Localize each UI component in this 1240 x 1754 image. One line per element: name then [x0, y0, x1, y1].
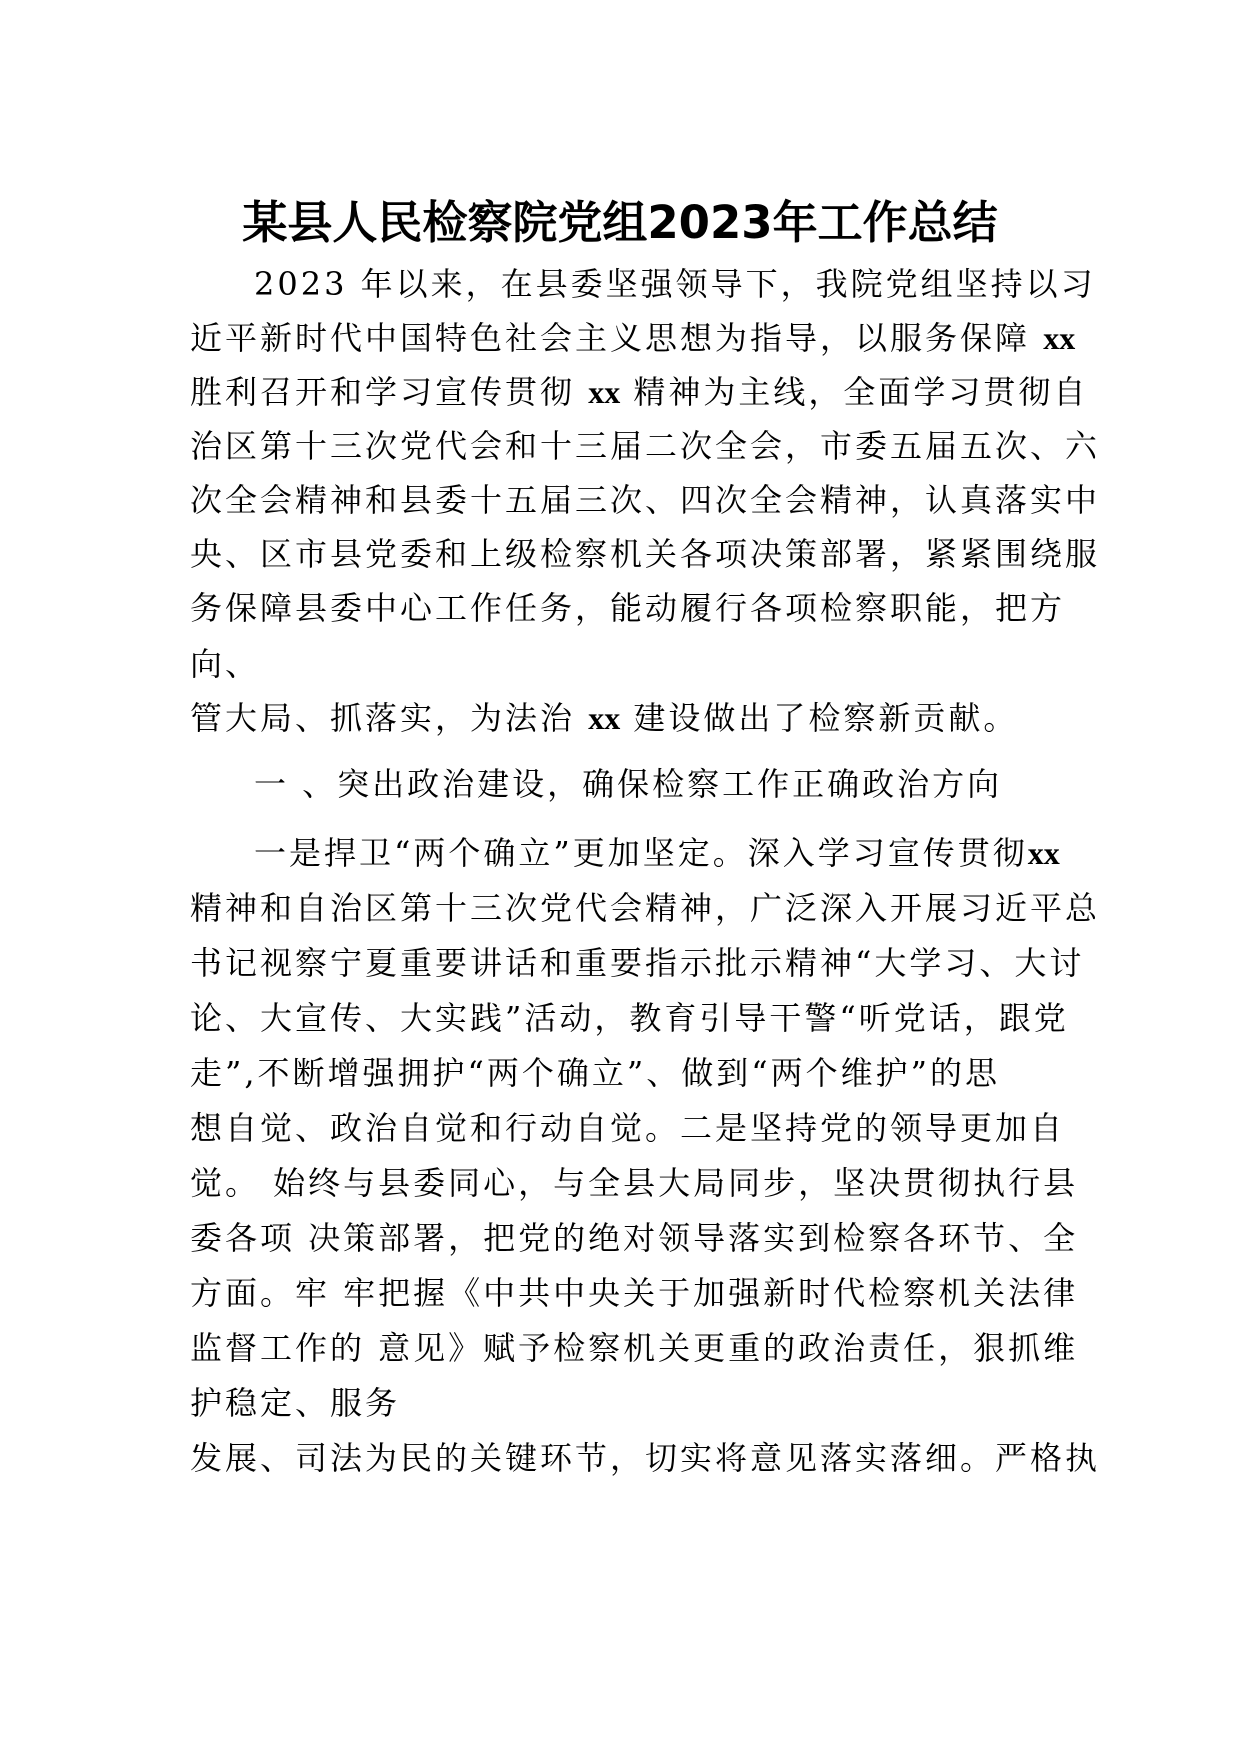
text-segment: 管大局、抓落实，为法治 [190, 699, 589, 737]
paragraph-2-line-4: 论、大宣传、大实践”活动，教育引导干警“听党话，跟党 [190, 999, 1069, 1037]
placeholder-xx: xx [588, 374, 621, 410]
paragraph-2-line-5: 走”,不断增强拥护“两个确立”、做到“两个维护”的思 [190, 1054, 1000, 1092]
paragraph-2-line-1 [254, 831, 1060, 875]
paragraph-1-line-5: 次全会精神和县委十五届三次、四次全会精神，认真落实中 [190, 481, 1101, 519]
paragraph-2-line-11: 护稳定、服务 [190, 1384, 401, 1422]
paragraph-1-line-1: 2023 年以来，在县委坚强领导下，我院党组坚持以习 [254, 265, 1096, 303]
section-heading-1: 一 、突出政治建设，确保检察工作正确政治方向 [254, 765, 1003, 803]
text-segment: 一是捍卫“两个确立”更加坚定。深入学习宣传贯彻 [254, 834, 1028, 872]
paragraph-1-line-3 [190, 370, 1088, 414]
paragraph-2-line-10: 监督工作的 意见》赋予检察机关更重的政治责任，狠抓维 [190, 1329, 1079, 1367]
paragraph-1-line-2 [190, 316, 1075, 360]
paragraph-1-line-8: 向、 [190, 645, 261, 683]
paragraph-2-line-3: 书记视察宁夏重要讲话和重要指示批示精神“大学习、大讨 [190, 944, 1085, 982]
paragraph-1-line-6: 央、区市县党委和上级检察机关各项决策部署，紧紧围绕服 [190, 535, 1101, 573]
text-segment: 建设做出了检察新贡献。 [620, 699, 1019, 737]
placeholder-xx: xx [588, 700, 621, 736]
paragraph-2-line-2: 精神和自治区第十三次党代会精神，广泛深入开展习近平总 [190, 889, 1101, 927]
placeholder-xx: xx [1043, 320, 1076, 356]
paragraph-2-line-12: 发展、司法为民的关键环节，切实将意见落实落细。严格执 [190, 1439, 1101, 1477]
paragraph-2-line-6: 想自觉、政治自觉和行动自觉。二是坚持党的领导更加自 [190, 1109, 1066, 1147]
paragraph-1-line-4: 治区第十三次党代会和十三届二次全会，市委五届五次、六 [190, 427, 1101, 465]
placeholder-xx: xx [1027, 835, 1060, 871]
paragraph-2-line-7: 觉。 始终与县委同心，与全县大局同步，坚决贯彻执行县 [190, 1164, 1079, 1202]
text-segment: 胜利召开和学习宣传贯彻 [190, 373, 589, 411]
paragraph-1-line-7: 务保障县委中心工作任务，能动履行各项检察职能，把方 [190, 589, 1066, 627]
text-segment: 近平新时代中国特色社会主义思想为指导，以服务保障 [190, 319, 1044, 357]
paragraph-2-line-8: 委各项 决策部署，把党的绝对领导落实到检察各环节、全 [190, 1219, 1079, 1257]
text-segment: 精神为主线，全面学习贯彻自 [620, 373, 1089, 411]
paragraph-2-line-9: 方面。牢 牢把握《中共中央关于加强新时代检察机关法律 [190, 1274, 1079, 1312]
paragraph-1-line-9 [190, 696, 1018, 740]
document-title: 某县人民检察院党组2023年工作总结 [242, 196, 998, 249]
